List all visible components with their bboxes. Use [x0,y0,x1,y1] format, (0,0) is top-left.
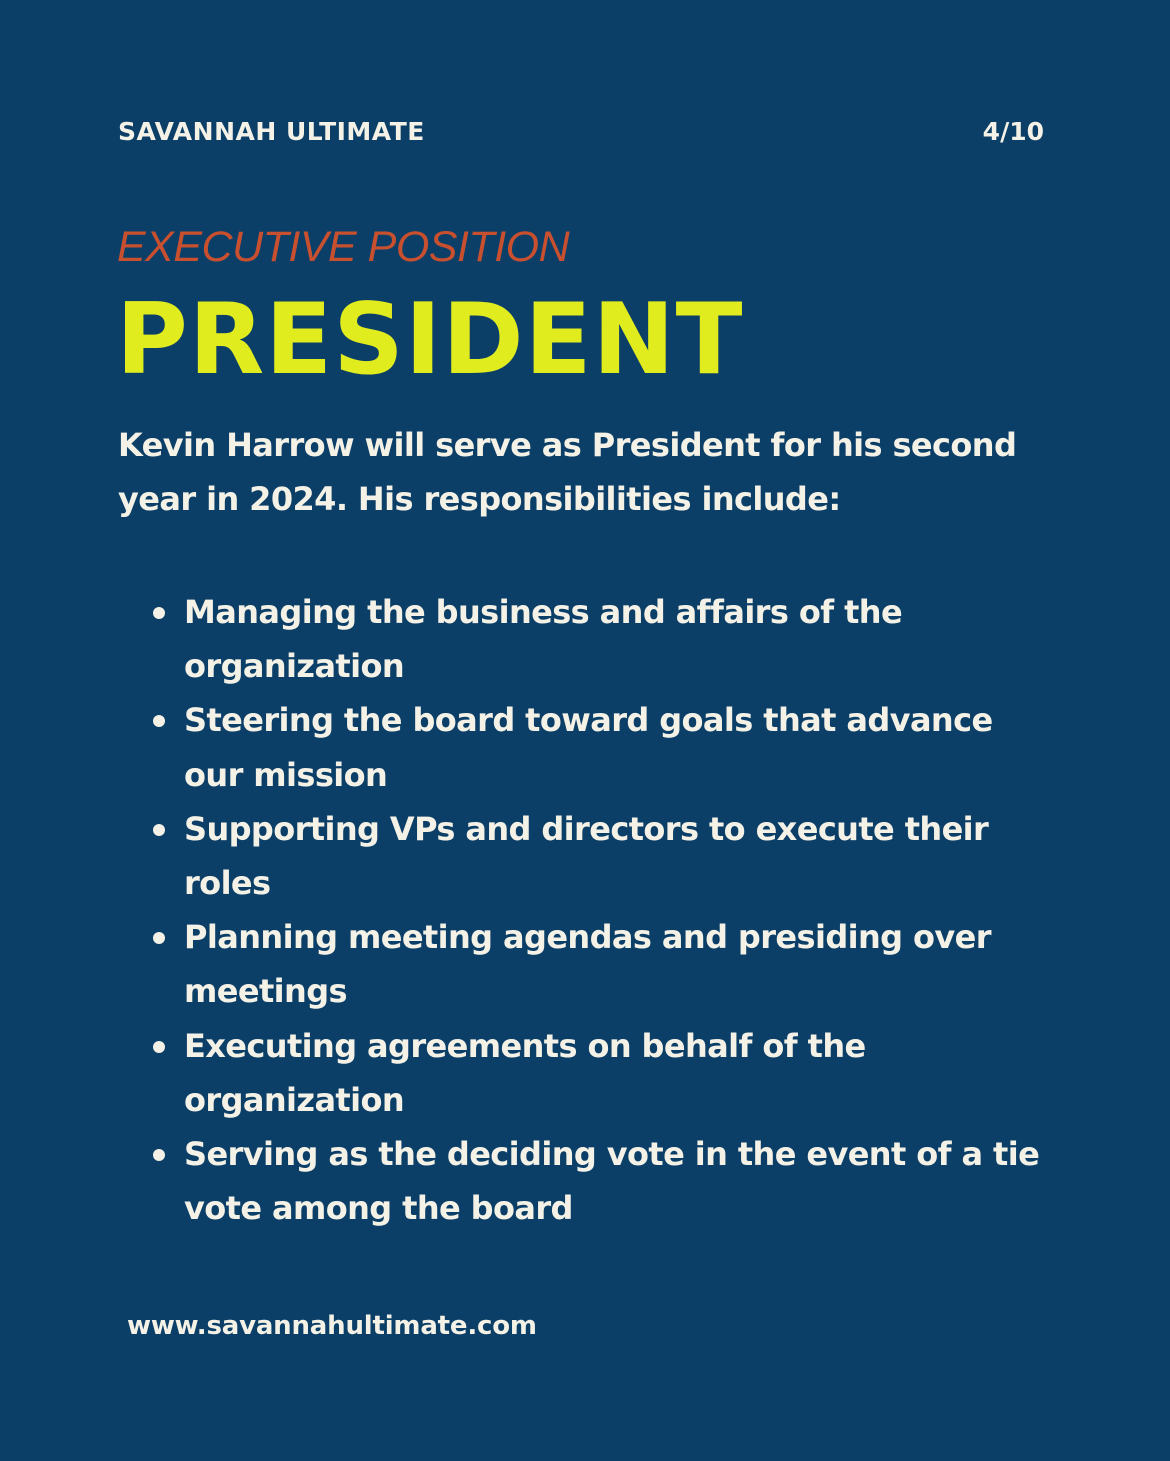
responsibility-text: Serving as the deciding vote in the event of a tie vote among the board [184,1135,1040,1228]
intro-paragraph: Kevin Harrow will serve as President for his second year in 2024. His responsibilities include: [118,426,1017,518]
page-counter: 4/10 [982,117,1044,146]
bullet-icon [153,1041,165,1053]
bullet-icon [153,1149,165,1161]
responsibility-text: Supporting VPs and directors to execute their roles [184,809,989,903]
bullet-icon [153,932,165,944]
responsibility-item [118,910,1053,1018]
position-eyebrow: EXECUTIVE POSITION [117,223,570,271]
responsibilities-list [118,585,1053,1235]
position-title: PRESIDENT [116,283,744,397]
brand-name: SAVANNAH ULTIMATE [118,117,425,146]
bullet-icon [153,715,165,727]
responsibility-item [118,1019,1053,1127]
responsibility-item [118,693,1053,801]
responsibility-item [118,585,1053,693]
responsibility-text: Planning meeting agendas and presiding over meetings [184,918,991,1011]
responsibility-text: Managing the business and affairs of the organization [184,593,903,686]
responsibility-text: Steering the board toward goals that advance our mission [184,701,993,794]
bullet-icon [153,607,165,619]
responsibility-item [118,802,1053,910]
bullet-icon [153,824,165,836]
website-link[interactable]: www.savannahultimate.com [127,1311,537,1341]
responsibility-item [118,1127,1053,1235]
responsibility-text: Executing agreements on behalf of the organization [184,1026,866,1119]
